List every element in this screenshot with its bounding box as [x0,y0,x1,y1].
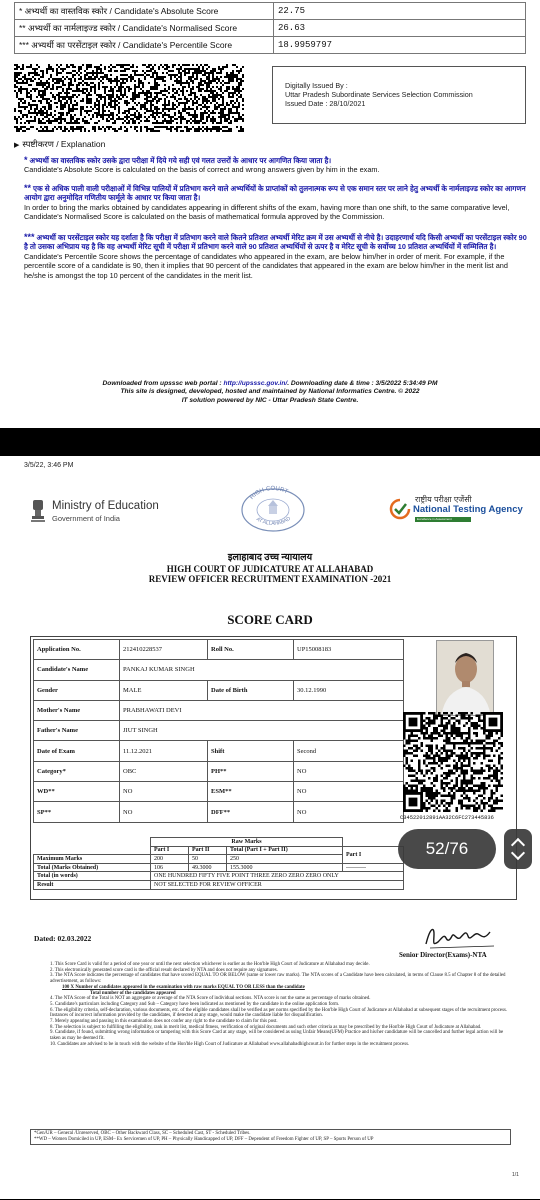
issued-by-label: Digitally Issued By : [285,81,348,90]
cell-value: 155.3000 [227,863,343,872]
cell-value: 106 [151,863,189,872]
detail-value: NO [120,782,208,802]
nta-score-card-page [0,456,540,1199]
download-footer [14,380,526,405]
note-item: 9. Candidate, if found, submitting wrong information or tampering with this Score Card at any stage, will be considered as using Unfair Means(UFM) Practice and his/her candidature will be cancelled and further legal action will be taken as may be deemed fit. [50,1030,504,1042]
candidate-photo [436,640,494,716]
explanation-item [24,156,528,175]
qr-code-wide [14,64,244,124]
footer-prefix: Downloaded from upsssc web portal : [102,380,224,387]
upsssc-result-page [0,0,540,428]
score-label: ** अभ्यर्थी का नार्मलाइज्ड स्कोर / Candidate's Normalised Score [15,20,274,37]
row-label: Total (in words) [34,872,151,881]
row-label: Maximum Marks [34,855,151,864]
detail-label: Father's Name [34,721,120,741]
table-row [15,20,526,37]
column-header: Part I [151,846,189,855]
cell-value: ---------- [343,863,404,872]
formula-numerator: 100 X Number of candidates appeared in the examination with raw marks EQUAL TO OR LESS than the candidate [62,984,305,990]
table-row [34,863,404,872]
explanation-item [24,233,528,280]
table-row [34,802,404,822]
detail-label: Gender [34,680,120,700]
score-value: 26.63 [274,20,526,37]
cell-value: 49.3000 [189,863,227,872]
detail-value: PANKAJ KUMAR SINGH [120,660,404,680]
row-label: Total (Marks Obtained) [34,863,151,872]
note-item: 1. This Score Card is valid for a period of one year or until the next selection whichever is earlier as the Hon'ble High Court of Judicature at Allahabad may decide. [50,962,370,967]
score-label: * अभ्यर्थी का वास्तविक स्कोर / Candidate's Absolute Score [15,3,274,20]
raw-marks-header: Raw Marks [151,838,343,847]
detail-label: Date of Exam [34,741,120,761]
explanation-english: In order to bring the marks obtained by candidates appearing in different shifts of the exam, having more than one shift, to the same comparative level, Candidate's Normalised Score is calculated on the basis of mathematical formula approved by the Commission. [24,202,510,222]
note-item: 4. The NTA Score of the Total is NOT an aggregate or average of the NTA Score of individual sections. NTA score is not the same as percentage of marks obtained. [50,996,371,1002]
explanation-english: Candidate's Percentile Score shows the percentage of candidates who appeared in the exam, are below him/her in order of merit. For example, if the percentile score of a candidate is 90, then it implies that 90 percent of the candidates that appeared in the exam are below him/her in the merit list and he/she is amongst the top 10 percent of the candidates in the merit list. [24,251,508,280]
legend-line: *Gen/UR – General /Unreserved, OBC – Other Backward Class, SC – Scheduled Cast, ST - Scheduled Tribes. [34,1131,251,1136]
star-marker: * [24,155,28,165]
table-row [34,782,404,802]
court-hindi-title: इलाहाबाद उच्च न्यायालय [227,553,313,563]
cell-value: 50 [189,855,227,864]
table-row [34,846,404,855]
explanation-english: Candidate's Absolute Score is calculated on the basis of correct and wrong answers given by him in the exam. [24,165,380,175]
explanation-item [24,184,528,222]
court-title: HIGH COURT OF JUDICATURE AT ALLAHABAD [166,564,374,574]
explanation-heading [14,139,105,150]
detail-label: SP** [34,802,120,822]
explanation-hindi: अभ्यर्थी का वास्तविक स्कोर उसके द्वारा परीक्षा में दिये गये सही एवं गलत उत्तरों के आधार पर आगणित किया जाता है। [29,156,332,165]
star-marker: ** [24,183,32,193]
detail-label: Candidate's Name [34,660,120,680]
table-row [34,700,404,720]
score-card-title: SCORE CARD [227,612,313,627]
notes-section [50,962,510,1048]
table-row [34,838,404,847]
detail-value: 212410228537 [120,640,208,660]
detail-label: Shift [208,741,294,761]
detail-value: OBC [120,761,208,781]
page-number: 1/1 [512,1172,519,1178]
note-item: 5. Candidate's particulars including Category and Sub – Category have been indicated as mentioned by the candidate in the online application form. [50,1001,340,1007]
table-row [15,37,526,54]
page-gap [0,428,540,456]
explanation-hindi: एक से अधिक पाली वाली परीक्षाओं में विभिन्न पालियों में प्रतिभाग करने वाले अभ्यर्थियों के प्राप्तांकों को तुलनात्मक रूप से एक समान स्तर पर लाने हेतु अभ्यर्थी के नार्मलाइज्ड स्कोर का आगणन आयोग द्वारा अनुमोदित गणितीय फार्मूले के आधार पर किया जाता है। [24,184,526,203]
legend-line: **WD – Women Domiciled in UP, ESM– Ex Servicemen of UP, PH – Physically Handicapped of UP, DFF – Dependent of Freedom Fighter of UP, SP – Sports Person of UP [34,1137,374,1142]
detail-label: WD** [34,782,120,802]
detail-label: Application No. [34,640,120,660]
issue-date: Dated: 02.03.2022 [34,934,92,943]
detail-value: 30.12.1990 [294,680,404,700]
footer-suffix: . Downloading date & time : 3/5/2022 5:34:49 PM [287,380,438,387]
svg-text:AT ALLAHABAD: AT ALLAHABAD [255,515,292,527]
candidate-details-table [33,639,404,823]
triangle-right-icon: ▶ [14,142,20,149]
note-item: 10. Candidates are advised to be in touch with the website of the Hon'ble High Court of Judicature at Allahabad www.allahabadhighcourt.in for further steps in the recruitment process. [50,1041,410,1047]
note-item: 8. The selection is subject to fulfilling the eligibility, rank in merit list, medical fitness, verification of original documents and such other criteria as may be prescribed by the Hon'ble High Court of Judicature at Allahabad. [50,1024,482,1030]
note-item: 7. Merely appearing and passing in this examination does not confer any right to the candidate to claim for this post. [50,1019,278,1025]
qr-code [403,712,503,812]
table-row [34,872,404,881]
detail-value: MALE [120,680,208,700]
column-header: Total (Part I + Part II) [227,846,343,855]
note-item: 2. This electronically generated score card is the official result declared by NTA and does not require any signatures. [50,967,278,973]
explanation-hindi: अभ्यर्थी का परसेंटाइल स्कोर यह दर्शाता है कि परीक्षा में प्रतिभाग करने वाले कितने प्रतिशत अभ्यर्थी मेरिट क्रम में उस अभ्यर्थी से नीचे है। उदाहरणार्थ यदि किसी अभ्यर्थी का परसेंटाइल स्कोर 90 है तो उसका अभिप्राय यह है कि वह अभ्यर्थी मेरिट सूची में परीक्षा में प्रतिभाग करने वाले 90 प्रतिशत अभ्यर्थियों से ऊपर है व मेरिट सूची के सर्वोच्च 10 प्रतिशत अभ्यर्थियों में सम्मिलित है। [24,233,527,252]
table-row [34,660,404,680]
detail-label: Category* [34,761,120,781]
qr-code-text: C34522012891AA32C6FC273445836 [400,815,494,821]
detail-value: UP15008183 [294,640,404,660]
formula-denominator: Total number of the candidates appeared [90,990,176,996]
detail-label: DFF** [208,802,294,822]
portal-link[interactable]: http://upsssc.gov.in/ [223,380,288,387]
note-item: 6. The eligibility criteria, self-declaration, various documents, etc. of the eligible candidates shall be verified as per norms specified by the Hon'ble High Court of Judicature at Allahabad at subsequent stages of the recruitment process. Instances of incorrect information provided by the candidates, if detected at any stage, would make the candidate liable for disqualification. [50,1007,508,1019]
issuing-authority: Uttar Pradesh Subordinate Services Selection Commission [285,90,473,99]
nta-logo-icon [389,498,411,520]
detail-value: NO [120,802,208,822]
table-row [34,721,404,741]
score-table [14,2,526,54]
digital-issue-box [272,66,526,124]
nta-tagline: Excellence in Assessment [415,517,471,522]
score-label: *** अभ्यर्थी का परसेंटाइल स्कोर / Candidate's Percentile Score [15,37,274,54]
detail-label: PH** [208,761,294,781]
svg-text:HIGH COURT: HIGH COURT [249,485,289,501]
table-row [34,680,404,700]
column-header: Part II [189,846,227,855]
issued-date: Issued Date : 28/10/2021 [285,99,366,108]
total-in-words: ONE HUNDRED FIFTY FIVE POINT THREE ZERO ZERO ZERO ONLY [151,872,404,881]
table-row [34,880,404,889]
detail-value: Second [294,741,404,761]
footer-nic-line: IT solution powered by NIC - Uttar Pradesh State Centre. [181,396,359,404]
footer-nic-line: This site is designed, developed, hosted and maintained by National Informatics Centre. © 2022 [120,388,420,396]
detail-value: NO [294,761,404,781]
signature [420,922,498,952]
page-navigator[interactable] [504,829,532,869]
column-header: Part I [343,846,404,863]
explanation-heading-text: स्पष्टीकरण / Explanation [22,139,106,149]
result-value: NOT SELECTED FOR REVIEW OFFICER [151,880,404,889]
detail-label: Mother's Name [34,700,120,720]
court-heading [0,550,540,584]
cell-value: 250 [227,855,343,864]
score-value: 18.9959797 [274,37,526,54]
government-name: Government of India [52,514,120,523]
detail-value: NO [294,782,404,802]
detail-label: Roll No. [208,640,294,660]
detail-value: NO [294,802,404,822]
detail-label: ESM** [208,782,294,802]
table-row [34,761,404,781]
qr-code-strip [14,126,244,132]
emblem-icon [30,498,46,524]
print-timestamp: 3/5/22, 3:46 PM [24,462,74,469]
detail-label: Date of Birth [208,680,294,700]
table-row [34,741,404,761]
table-row [15,3,526,20]
nta-name: National Testing Agency [413,504,523,515]
note-item: 3. The NTA Score indicates the percentage of candidates that have scored EQUAL TO OR BELOW (same or lower raw marks). The NTA scores of a Candidate have been calculated, in terms of Clause 8.5 of Chapter 8 of the detailed advertisement, as follows: [50,973,506,985]
nta-hindi-name: राष्ट्रीय परीक्षा एजेंसी [415,495,472,504]
marks-table [33,837,404,890]
high-court-seal-icon [238,482,308,532]
table-row [34,640,404,660]
star-marker: *** [24,232,35,242]
detail-value: PRABHAWATI DEVI [120,700,404,720]
page-counter: 52/76 [398,829,496,869]
detail-value: 11.12.2021 [120,741,208,761]
score-value: 22.75 [274,3,526,20]
cell-value: 200 [151,855,189,864]
detail-value: JIUT SINGH [120,721,404,741]
abbreviation-legend [30,1129,511,1145]
exam-title: REVIEW OFFICER RECRUITMENT EXAMINATION -2021 [148,574,392,584]
ministry-name: Ministry of Education [52,500,159,512]
signatory-title: Senior Director(Exams)-NTA [399,951,487,959]
row-label: Result [34,880,151,889]
